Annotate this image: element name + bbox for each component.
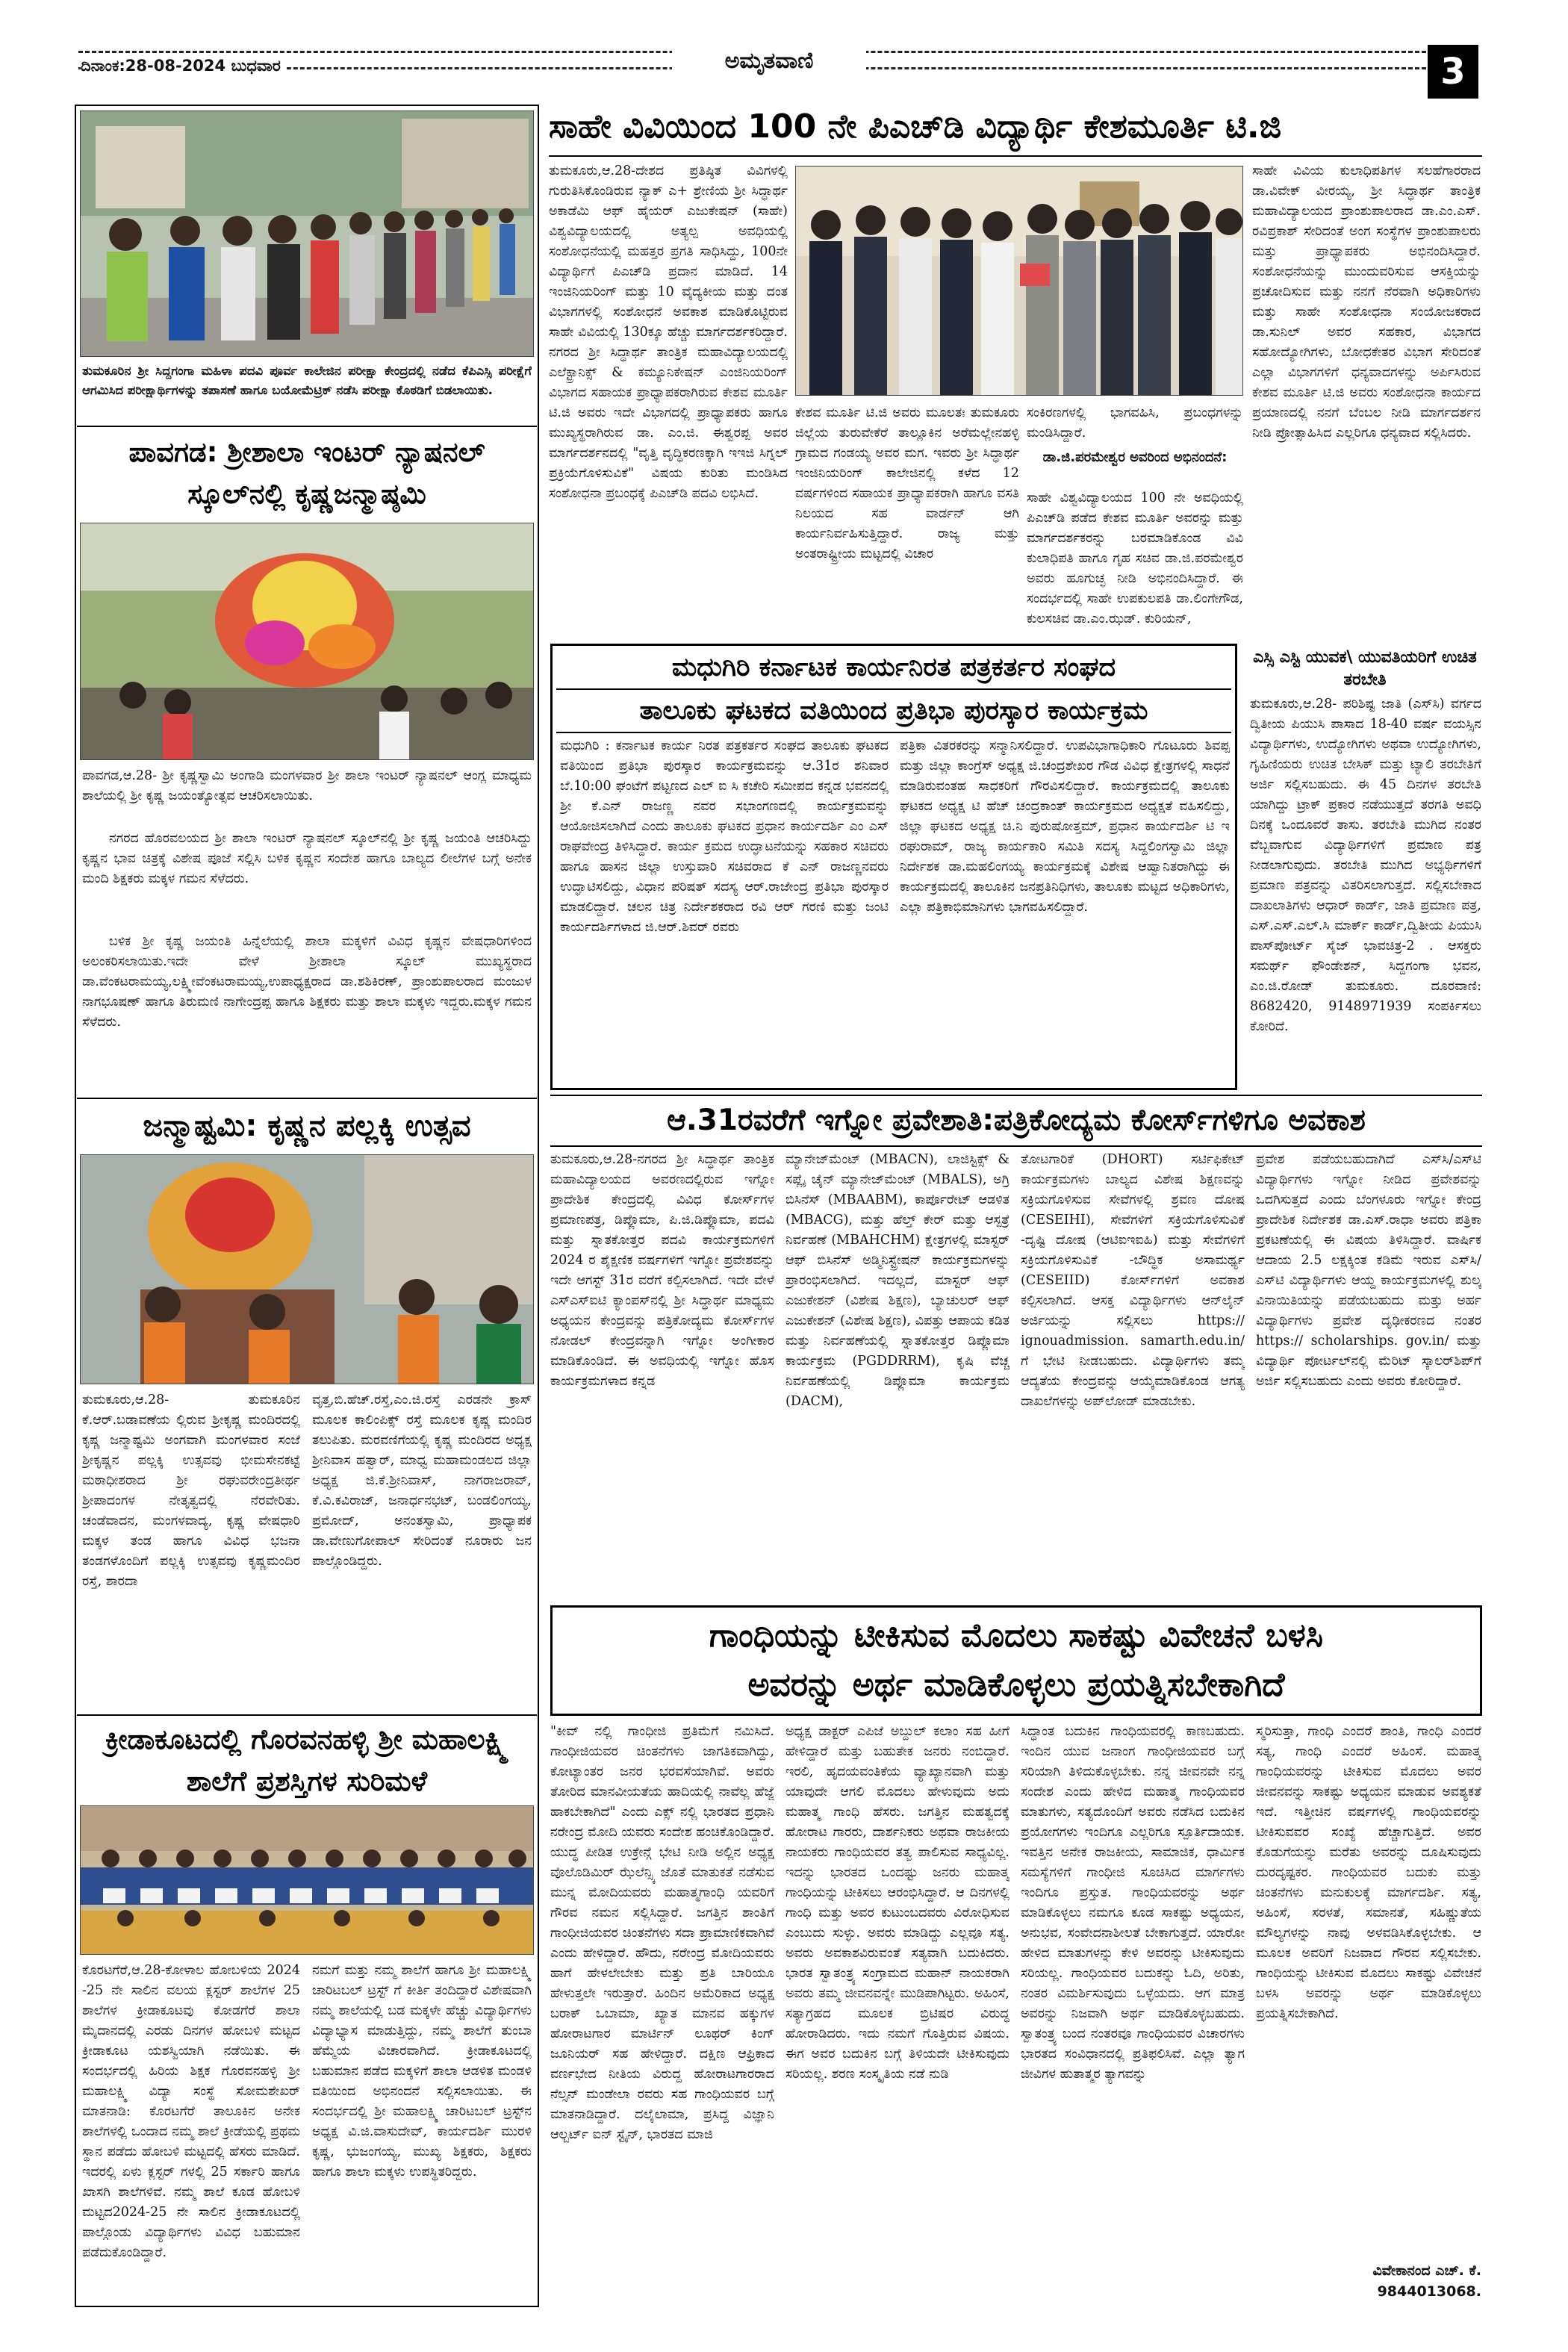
rule-ignou-top <box>550 1145 1482 1147</box>
rule-scst-bottom <box>550 1095 1482 1096</box>
photo-phd-felicitation <box>795 166 1243 396</box>
scst-headline: ಎಸ್ಸಿ ಎಸ್ಟಿ ಯುವಕ\ ಯುವತಿಯರಿಗೆ ಉಚಿತ ತರಬೇತಿ <box>1253 648 1477 689</box>
rule-madhugiri-mid <box>556 688 1231 690</box>
pavagada-text-2: ನಗರದ ಹೊರವಲಯದ ಶ್ರೀ ಶಾಲಾ ಇಂಟರ್ ನ್ಯಾಷನಲ್ ಸ್ಕೂಲ್‌ನಲ್ಲಿ ಶ್ರೀ ಕೃಷ್ಣ ಜಯಂತಿ ಆಚರಿಸಿದ್ದು ಕೃಷ್ಣನ ಭಾವ ಚಿತ್ರಕ್ಕೆ ವಿಶೇಷ ಪೂಜೆ ಸಲ್ಲಿಸಿ ಬಳಿಕ ಕೃಷ್ಣನ ಸಂದೇಶ ಹಾಗೂ ಬಾಲ್ಯದ ಲೀಲೆಗಳ ಬಗ್ಗೆ ಅನೇಕ ಮಂದಿ ಶಿಕ್ಷಕರು ಮಕ್ಕಳ ಗಮನ ಸೆಳೆದರು. <box>82 831 532 886</box>
photo-students-prizes <box>80 1805 534 1955</box>
lead-headline: ಸಾಹೇ ವಿವಿಯಿಂದ 100 ನೇ ಪಿಎಚ್‌ಡಿ ವಿದ್ಯಾರ್ಥಿ ಕೇಶಮೂರ್ತಿ ಟಿ.ಜಿ <box>549 108 1282 146</box>
pavagada-text-1: ಪಾವಗಡ,ಆ.28- ಶ್ರೀ ಕೃಷ್ಣಸ್ವಾಮಿ ಅಂಗಾಡಿ ಮಂಗಳವಾರ ಶ್ರೀ ಶಾಲಾ ಇಂಟರ್ ನ್ಯಾಷನಲ್ ಆಂಗ್ಲ ಮಾಧ್ಯಮ ಶಾಲೆಯಲ್ಲಿ ಶ್ರೀ ಕೃಷ್ಣ ಜಯಂತ್ಯೋತ್ಸವ ಆಚರಿಸಲಾಯಿತು. <box>82 768 532 803</box>
rule-left-3 <box>77 1714 537 1716</box>
pavagada-text-3: ಬಳಿಕ ಶ್ರೀ ಕೃಷ್ಣ ಜಯಂತಿ ಹಿನ್ನೆಲೆಯಲ್ಲಿ ಶಾಲಾ ಮಕ್ಕಳಿಗೆ ವಿವಿಧ ಕೃಷ್ಣನ ವೇಷಧಾರಿಗಳಿಂದ ಅಲಂಕರಿಸಲಾಯಿತು.ಇದೇ ವೇಳೆ ಶ್ರೀಶಾಲಾ ಸ್ಕೂಲ್ ಮುಖ್ಯಸ್ಥರಾದ ಡಾ.ವೆಂಕಟರಾಮಯ್ಯ,ಲಕ್ಷ್ಮೀವೆಂಕಟರಾಮಯ್ಯ,ಉಪಾಧ್ಯಕ್ಷರಾದ ಡಾ.ಶಶಿಕಿರಣ್, ಪ್ರಾಂಶುಪಾಲರಾದ ಮಂಜುಳ ನಾಗಭೂಷಣ್ ಹಾಗೂ ತಿರುಮಣಿ ನಾಗೇಂದ್ರಪ್ಪ ಹಾಗೂ ಶಿಕ್ಷಕರು ಮತ್ತು ಶಾಲಾ ಮಕ್ಕಳು ಇದ್ದರು.ಮಕ್ಕಳ ಗಮನ ಸೆಳೆದರು. <box>82 934 532 1030</box>
gandhi-phone: 9844013068. <box>1377 2283 1481 2300</box>
lead-col-4: ಸಾಹೇ ವಿವಿಯ ಕುಲಾಧಿಪತಿಗಳ ಸಲಹೆಗಾರರಾದ ಡಾ.ವಿವೇಕ್ ವೀರಯ್ಯ, ಶ್ರೀ ಸಿದ್ಧಾರ್ಥ ತಾಂತ್ರಿಕ ಮಹಾವಿದ್ಯಾಲಯದ ಪ್ರಾಂಶುಪಾಲರಾದ ಡಾ.ಎಂ.ಎಸ್. ರವಿಪ್ರಕಾಶ್ ಸೇರಿದಂತೆ ಅಂಗ ಸಂಸ್ಥೆಗಳ ಪ್ರಾಂಶುಪಾಲರು ಮತ್ತು ಪ್ರಾಧ್ಯಾಪಕರು ಅಭಿನಂದಿಸಿದ್ದಾರೆ. ಸಂಶೋಧನೆಯನ್ನು ಮುಂದುವರಿಸುವ ಆಸಕ್ತಿಯನ್ನು ಪ್ರಚೋದಿಸುವ ಮತ್ತು ನನಗೆ ನೆರವಾಗಿ ಅಧಿಕಾರಿಗಳು ಮತ್ತು ಸಾಹೇ ಸಂಶೋಧನಾ ಸಂಯೋಜಕರಾದ ಡಾ.ಸುನಿಲ್ ಅವರ ಸಹಕಾರ, ವಿಭಾಗದ ಸಹೋದ್ಯೋಗಿಗಳು, ಬೋಧಕೇತರ ವಿಭಾಗ ಸೇರಿದಂತೆ ಎಲ್ಲಾ ವಿಭಾಗಗಳಿಗೆ ಧನ್ಯವಾದಗಳನ್ನು ಅರ್ಪಿಸಿರುವ ಕೇಶವ ಮೂರ್ತಿ ಟಿ.ಜಿ ಅವರು ಸಂಶೋಧನಾ ಕಾರ್ಯದ ಪ್ರಯಾಣದಲ್ಲಿ ನನಗೆ ಬೆಂಬಲ ನೀಡಿ ಮಾರ್ಗದರ್ಶನ ನೀಡಿ ಪ್ರೋತ್ಸಾಹಿಸಿದ ಎಲ್ಲರಿಗೂ ಧನ್ಯವಾದ ಸಲ್ಲಿಸಿದರು. <box>1252 164 1481 441</box>
lead-col-1: ತುಮಕೂರು,ಆ.28-ದೇಶದ ಪ್ರತಿಷ್ಠಿತ ವಿವಿಗಳಲ್ಲಿ ಗುರುತಿಸಿಕೊಂಡಿರುವ ನ್ಯಾಕ್ ಎ+ ಶ್ರೇಣಿಯ ಶ್ರೀ ಸಿದ್ಧಾರ್ಥ ಅಕಾಡೆಮಿ ಆಫ್ ಹೈಯರ್ ಎಜುಕೇಷನ್ (ಸಾಹೇ) ವಿಶ್ವವಿದ್ಯಾಲಯದಲ್ಲಿ ಅತ್ಯಲ್ಪ ಅವಧಿಯಲ್ಲಿ ಸಂಶೋಧನೆಯಲ್ಲಿ ಮಹತ್ತರ ಪ್ರಗತಿ ಸಾಧಿಸಿದ್ದು, 100ನೇ ವಿದ್ಯಾರ್ಥಿಗೆ ಪಿಎಚ್‌ಡಿ ಪ್ರದಾನ ಮಾಡಿದೆ. 14 ಇಂಜಿನಿಯರಿಂಗ್ ಮತ್ತು 10 ವೈದ್ಯಕೀಯ ಮತ್ತು ದಂತ ವಿಭಾಗಗಳಲ್ಲಿ ಸಂಶೋಧನೆ ಅವಕಾಶ ಮಾಡಿಕೊಟ್ಟಿರುವ ಸಾಹೇ ವಿವಿಯಲ್ಲಿ 130ಕ್ಕೂ ಹೆಚ್ಚು ಮಾರ್ಗದರ್ಶಕರಿದ್ದಾರೆ. ನಗರದ ಶ್ರೀ ಸಿದ್ಧಾರ್ಥ ತಾಂತ್ರಿಕ ಮಹಾವಿದ್ಯಾಲಯದಲ್ಲಿ ಎಲೆಕ್ಟ್ರಾನಿಕ್ಸ್ & ಕಮ್ಯೂನಿಕೇಷನ್ ಎಂಜಿನಿಯರಿಂಗ್ ವಿಭಾಗದ ಸಹಾಯಕ ಪ್ರಾಧ್ಯಾಪಕರಾಗಿರುವ ಕೇಶವ ಮೂರ್ತಿ ಟಿ.ಜಿ ಅವರು ಇದೇ ವಿಭಾಗದಲ್ಲಿ ಪ್ರಾಧ್ಯಾಪಕರು ಹಾಗೂ ಮುಖ್ಯಸ್ಥರಾಗಿರುವ ಡಾ. ಎಂ.ಜಿ. ಈಶ್ವರಪ್ಪ ಅವರ ಮಾರ್ಗದರ್ಶನದಲ್ಲಿ "ವೃತ್ತಿ ವೃದ್ಧಿಕರಣಕ್ಕಾಗಿ ಇಇಜಿ ಸಿಗ್ನಲ್ ಪ್ರಕ್ರಿಯೆಗೊಳಿಸುವಿಕೆ" ವಿಷಯ ಕುರಿತು ಮಂಡಿಸಿದ ಸಂಶೋಧನಾ ಪ್ರಬಂಧಕ್ಕೆ ಪಿಎಚ್‌ಡಿ ಪದವಿ ಲಭಿಸಿದೆ. <box>549 164 788 501</box>
rule-left-2 <box>77 1098 537 1099</box>
pavagada-headline: ಪಾವಗಡ: ಶ್ರೀಶಾಲಾ ಇಂಟರ್ ನ್ಯಾಷನಲ್ ಸ್ಕೂಲ್‌ನಲ್ಲಿ ಕೃಷ್ಣಜನ್ಮಾಷ್ಠಮಿ <box>128 436 485 510</box>
scst-body: ತುಮಕೂರು,ಆ.28- ಪರಿಶಿಷ್ಟ ಜಾತಿ (ಎಸ್‌ಸಿ) ವರ್ಗದ ದ್ವಿತೀಯ ಪಿಯುಸಿ ಪಾಸಾದ 18-40 ವರ್ಷ ವಯಸ್ಸಿನ ವಿದ್ಯಾರ್ಥಿಗಳು, ಉದ್ಯೋಗಿಗಳು ಅಥವಾ ಉದ್ಯೋಗಿಗಳು, ಗೃಹಿಣಿಯರು ಉಚಿತ ಬೇಸಿಕ್ ಮತ್ತು ಟ್ಯಾಲಿ ತರಬೇತಿಗೆ ಅರ್ಜಿ ಸಲ್ಲಿಸಬಹುದು. ಈ 45 ದಿನಗಳ ತರಬೇತಿ ಯಾಗಿದ್ದು ಟ್ರಾಕ್ ಪ್ರಕಾರ ನಡೆಯುತ್ತದೆ ತರಗತಿ ಅವಧಿ ದಿನಕ್ಕೆ ಒಂದೂವರೆ ತಾಸು. ತರಬೇತಿ ಮುಗಿದ ನಂತರ ವೆಬ್ಬವಾಗುವ ವಿದ್ಯಾರ್ಥಿಗಳಿಗೆ ಪ್ರಮಾಣ ಪತ್ರ ನೀಡಲಾಗುವುದು. ತರಬೇತಿ ಮುಗಿದ ಅಭ್ಯರ್ಥಿಗಳಿಗೆ ಪ್ರಮಾಣ ಪತ್ರವನ್ನು ವಿತರಿಸಲಾಗುತ್ತದೆ. ಸಲ್ಲಿಸಬೇಕಾದ ದಾಖಲಾತಿಗಳು ಆಧಾರ್ ಕಾರ್ಡ್, ಜಾತಿ ಪ್ರಮಾಣ ಪತ್ರ, ಎಸ್.ಎಸ್.ಎಲ್.ಸಿ ಮಾರ್ಕ್ ಕಾರ್ಡ್,ದ್ವಿತೀಯ ಪಿಯುಸಿ ಪಾಸ್‌ಪೋರ್ಟ್ ಸೈಜ್ ಭಾವಚಿತ್ರ-2 . ಆಸಕ್ತರು ಸಮರ್ಥ್ ಫೌಂಡೇಶನ್, ಸಿದ್ದಗಂಗಾ ಭವನ, ಎಂ.ಜಿ.ರೋಡ್ ತುಮಕೂರು. ದೂರವಾಣಿ: 8682420, 9148971939 ಸಂಪರ್ಕಿಸಲು ಕೋರಿದೆ. <box>1250 697 1481 1034</box>
photo-exam-caption: ತುಮಕೂರಿನ ಶ್ರೀ ಸಿದ್ದಗಂಗಾ ಮಹಿಳಾ ಪದವಿ ಪೂರ್ವ ಕಾಲೇಜಿನ ಪರೀಕ್ಷಾ ಕೇಂದ್ರದಲ್ಲಿ ನಡೆದ ಕೆಪಿಎಸ್ಸಿ ಪರೀಕ್ಷೆಗೆ ಆಗಮಿಸಿದ ಪರೀಕ್ಷಾರ್ಥಿಗಳನ್ನು ತಪಾಸಣೆ ಹಾಗೂ ಬಯೋಮೆಟ್ರಿಕ್ ನಡೆಸಿ ಪರೀಕ್ಷಾ ಕೊಠಡಿಗೆ ಬಿಡಲಾಯಿತು. <box>82 364 532 397</box>
gandhi-col-3: ಸಿದ್ಧಾಂತ ಬದುಕಿನ ಗಾಂಧಿಯವರಲ್ಲಿ ಕಾಣಬಹುದು. ಇಂದಿನ ಯುವ ಜನಾಂಗ ಗಾಂಧೀಜಿಯವರ ಬಗ್ಗೆ ಸರಿಯಾಗಿ ತಿಳಿದುಕೊಳ್ಳಬೇಕು. ನನ್ನ ಜೀವನವೇ ನನ್ನ ಸಂದೇಶ ಎಂದು ಹೇಳಿದ ಮಹಾತ್ಮ ಗಾಂಧಿಯವರ ಮಾತುಗಳು, ಸತ್ಯದೊಂದಿಗೆ ಅವರು ನಡೆಸಿದ ಬದುಕಿನ ಪ್ರಯೋಗಗಳು ಇಂದಿಗೂ ಎಲ್ಲರಿಗೂ ಸ್ಪೂರ್ತಿದಾಯಕ. ಇವತ್ತಿನ ಅನೇಕ ರಾಜಕೀಯ, ಸಾಮಾಜಿಕ, ಧಾರ್ಮಿಕ ಸಮಸ್ಯೆಗಳಿಗೆ ಗಾಂಧೀಜಿ ಸೂಚಿಸಿದ ಮಾರ್ಗಗಳು ಇಂದಿಗೂ ಪ್ರಸ್ತುತ. ಗಾಂಧಿಯವರನ್ನು ಅರ್ಥ ಮಾಡಿಕೊಳ್ಳಲು ನಮಗೂ ಕೂಡ ಸಾಕಷ್ಟು ಅಧ್ಯಯನ, ಅನುಭವ, ಸಂವೇದನಾಶೀಲತೆ ಬೇಕಾಗುತ್ತದೆ. ಯಾರೋ ಹೇಳಿದ ಮಾತುಗಳನ್ನು ಕೇಳಿ ಅವರನ್ನು ಟೀಕಿಸುವುದು ಸರಿಯಲ್ಲ. ಗಾಂಧಿಯವರ ಬದುಕನ್ನು ಓದಿ, ಅರಿತು, ನಂತರ ವಿಮರ್ಶಿಸುವುದು ಒಳ್ಳೆಯದು. ಆಗ ಮಾತ್ರ ಅವರನ್ನು ನಿಜವಾಗಿ ಅರ್ಥ ಮಾಡಿಕೊಳ್ಳಬಹುದು. ಸ್ವಾತಂತ್ರ್ಯ ಬಂದ ನಂತರವೂ ಗಾಂಧಿಯವರ ವಿಚಾರಗಳು ಭಾರತದ ಸಂವಿಧಾನದಲ್ಲಿ ಪ್ರತಿಫಲಿಸಿವೆ. ಎಲ್ಲಾ ತ್ಯಾಗ ಜೀವಿಗಳ ಹುತಾತ್ಮರ ತ್ಯಾಗವನ್ನು <box>1021 1724 1245 2082</box>
madhugiri-col-1: ಮಧುಗಿರಿ : ಕರ್ನಾಟಕ ಕಾರ್ಯ ನಿರತ ಪತ್ರಕರ್ತರ ಸಂಘದ ತಾಲೂಕು ಘಟಕದ ವತಿಯಿಂದ ಪ್ರತಿಭಾ ಪುರಸ್ಕಾರ ಕಾರ್ಯಕ್ರಮವನ್ನು ಆ.31ರ ಶನಿವಾರ ಬೆ.10:00 ಘಂಟೆಗೆ ಪಟ್ಟಣದ ಎಲ್ ಐ ಸಿ ಕಚೇರಿ ಸಮೀಪದ ಕನ್ನಡ ಭವನದಲ್ಲಿ ಶ್ರೀ ಕೆ.ಎನ್ ರಾಜಣ್ಣ ನವರ ಸಭಾಂಗಣದಲ್ಲಿ ಕಾರ್ಯಕ್ರಮವನ್ನು ಆಯೋಜಿಸಲಾಗಿದೆ ಎಂದು ತಾಲೂಕು ಘಟಕದ ಪ್ರಧಾನ ಕಾರ್ಯದರ್ಶಿ ಎಂ ಎಸ್ ರಾಘವೇಂದ್ರ ತಿಳಿಸಿದ್ದಾರೆ. ಕಾರ್ಯ ಕ್ರಮದ ಉದ್ಘಾಟನೆಯನ್ನು ಸಹಕಾರ ಸಚಿವರು ಹಾಗೂ ಹಾಸನ ಜಿಲ್ಲಾ ಉಸ್ತುವಾರಿ ಸಚಿವರಾದ ಕೆ ಎನ್ ರಾಜಣ್ಣನವರು ಉದ್ಘಾಟಿಸಲಿದ್ದು, ವಿಧಾನ ಪರಿಷತ್ ಸದಸ್ಯ ಆರ್.ರಾಜೇಂದ್ರ ಪ್ರತಿಭಾ ಪುರಸ್ಕಾರ ಮಾಡಲಿದ್ದಾರೆ. ಚಲನ ಚಿತ್ರ ನಿರ್ದೇಶಕರಾದ ರವಿ ಆರ್ ಗರಣಿ ಮತ್ತು ಜಂಟಿ ಕಾರ್ಯದರ್ಶಿಗಳಾದ ಜಿ.ಆರ್.ಶಿವರ್ ರವರು <box>560 738 889 935</box>
lead-subhead: ಡಾ.ಜಿ.ಪರಮೇಶ್ವರ ಅವರಿಂದ ಅಭಿನಂದನೆ: <box>1042 449 1228 465</box>
madhugiri-headline-2: ತಾಲೂಕು ಘಟಕದ ವತಿಯಿಂದ ಪ್ರತಿಭಾ ಪುರಸ್ಕಾರ ಕಾರ್ಯಕ್ರಮ <box>639 696 1148 726</box>
rule-madhugiri-bottom <box>556 732 1231 733</box>
gandhi-headline-1: ಗಾಂಧಿಯನ್ನು ಟೀಕಿಸುವ ಮೊದಲು ಸಾಕಷ್ಟು ವಿವೇಚನೆ ಬಳಸಿ <box>709 1617 1324 1655</box>
madhugiri-col-2: ಪತ್ರಿಕಾ ವಿತರಕರನ್ನು ಸನ್ಮಾನಿಸಲಿದ್ದಾರೆ. ಉಪವಿಭಾಗಾಧಿಕಾರಿ ಗೊಟೂರು ಶಿವಪ್ಪ ಮತ್ತು ಜಿಲ್ಲಾ ಕಾಂಗ್ರೆಸ್ ಅಧ್ಯಕ್ಷ ಜಿ.ಚಂದ್ರಶೇಖರ ಗೌಡ ವಿವಿಧ ಕ್ಷೇತ್ರಗಳಲ್ಲಿ ಸಾಧನೆ ಮಾಡಿರುವಂತಹ ಸಾಧಕರಿಗೆ ಗೌರವಿಸಲಿದ್ದಾರೆ. ಕಾರ್ಯಕ್ರಮದಲ್ಲಿ ತಾಲೂಕು ಘಟಕದ ಅಧ್ಯಕ್ಷ ಟಿ ಹೆಚ್ ಚಂದ್ರಕಾಂತ್ ಕಾರ್ಯಕ್ರಮದ ಅಧ್ಯಕ್ಷತೆ ವಹಿಸಲಿದ್ದು, ಜಿಲ್ಲಾ ಘಟಕದ ಅಧ್ಯಕ್ಷ ಚಿ.ನಿ ಪುರುಷೋತ್ತಮ್, ಪ್ರಧಾನ ಕಾರ್ಯದರ್ಶಿ ಟಿ ಇ ರಘುರಾಮ್, ರಾಜ್ಯ ಕಾರ್ಯಕಾರಿ ಸಮಿತಿ ಸದಸ್ಯ ಸಿದ್ದಲಿಂಗಸ್ವಾಮಿ ಜಿಲ್ಲಾ ನಿರ್ದೇಶಕ ಡಾ.ಮಹಲಿಂಗಯ್ಯ ಕಾರ್ಯಕ್ರಮಕ್ಕೆ ವಿಶೇಷ ಆಹ್ವಾನಿತರಾಗಿದ್ದು ಈ ಕಾರ್ಯಕ್ರಮದಲ್ಲಿ ತಾಲೂಕಿನ ಜನಪ್ರತಿನಿಧಿಗಳು, ತಾಲೂಕು ಮಟ್ಟದ ಅಧಿಕಾರಿಗಳು, ಎಲ್ಲಾ ಪತ್ರಿಕಾಭಿಮಾನಿಗಳು ಭಾಗವಹಿಸಲಿದ್ದಾರೆ. <box>900 738 1230 915</box>
lead-col-3: ಸಂಕಿರಣಗಳಲ್ಲಿ ಭಾಗವಹಿಸಿ, ಪ್ರಬಂಧಗಳನ್ನು ಮಂಡಿಸಿದ್ದಾರೆ. <box>1027 405 1243 441</box>
janmashtami-col-1: ತುಮಕೂರು,ಆ.28- ತುಮಕೂರಿನ ಕೆ.ಆರ್.ಬಡಾವಣೆಯ ಲ್ಲಿರುವ ಶ್ರೀಕೃಷ್ಣ ಮಂದಿರದಲ್ಲಿ ಕೃಷ್ಣ ಜನ್ಮಾಷ್ಟಮಿ ಅಂಗವಾಗಿ ಮಂಗಳವಾರ ಸಂಜೆ ಶ್ರೀಕೃಷ್ಣನ ಪಲ್ಲಕ್ಕಿ ಉತ್ಸವವು ಭೀಮಸೇನಕಟ್ಟೆ ಮಠಾಧೀಶರಾದ ಶ್ರೀ ರಘುವರೇಂದ್ರತೀರ್ಥ ಶ್ರೀಪಾದಂಗಳ ನೇತೃತ್ವದಲ್ಲಿ ನೆರವೇರಿತು. ಚಂಡೆವಾದನ, ಮಂಗಳವಾದ್ಯ, ಕೃಷ್ಣ ವೇಷಧಾರಿ ಮಕ್ಕಳ ತಂಡ ಹಾಗೂ ವಿವಿಧ ಭಜನಾ ತಂಡಗಳೊಂದಿಗೆ ಪಲ್ಲಕ್ಕಿ ಉತ್ಸವವು ಕೃಷ್ಣಮಂದಿರ ರಸ್ತೆ, ಶಾರದಾ <box>82 1393 300 1589</box>
lead-col-3b: ಸಾಹೇ ವಿಶ್ವವಿದ್ಯಾಲಯದ 100 ನೇ ಅವಧಿಯಲ್ಲಿ ಪಿಎಚ್‌ಡಿ ಪಡೆದ ಕೇಶವ ಮೂರ್ತಿ ಅವರನ್ನು ಮತ್ತು ಮಾರ್ಗದರ್ಶಕರನ್ನು ಬರಮಾಡಿಕೊಂಡ ವಿವಿ ಕುಲಾಧಿಪತಿ ಹಾಗೂ ಗೃಹ ಸಚಿವ ಡಾ.ಜಿ.ಪರಮೇಶ್ವರ ಅವರು ಹೂಗುಚ್ಛ ನೀಡಿ ಅಭಿನಂದಿಸಿದ್ದಾರೆ. ಈ ಸಂದರ್ಭದಲ್ಲಿ ಸಾಹೇ ಉಪಕುಲಪತಿ ಡಾ.ಲಿಂಗೇಗೌಡ, ಕುಲಸಚಿವ ಡಾ.ಎಂ.ಝಡ್. ಕುರಿಯನ್, <box>1027 491 1243 626</box>
sports-col-2: ನಮಗೆ ಮತ್ತು ನಮ್ಮ ಶಾಲೆಗೆ ಹಾಗೂ ಶ್ರೀ ಮಹಾಲಕ್ಷ್ಮಿ ಚಾರಿಟಬಲ್ ಟ್ರಸ್ಟ್ ಗೆ ಕೀರ್ತಿ ತಂದಿದ್ದಾರೆ ವಿಶೇಷವಾಗಿ ನಮ್ಮ ಶಾಲೆಯಲ್ಲಿ ಬಡ ಮಕ್ಕಳೇ ಹೆಚ್ಚು ವಿದ್ಯಾರ್ಥಿಗಳು ವಿದ್ಯಾಭ್ಯಾಸ ಮಾಡುತ್ತಿದ್ದು, ನಮ್ಮ ಶಾಲೆಗೆ ತುಂಬಾ ಹೆಮ್ಮೆಯ ವಿಚಾರವಾಗಿದೆ. ಕ್ರೀಡಾಕೂಟದಲ್ಲಿ ಬಹುಮಾನ ಪಡೆದ ಮಕ್ಕಳಿಗೆ ಶಾಲಾ ಆಡಳಿತ ಮಂಡಳಿ ವತಿಯಿಂದ ಅಭಿನಂದನೆ ಸಲ್ಲಿಸಲಾಯಿತು. ಈ ಸಂದರ್ಭದಲ್ಲಿ ಶ್ರೀ ಮಹಾಲಕ್ಷ್ಮಿ ಚಾರಿಟಬಲ್ ಟ್ರಸ್ಟ್‌ನ ಅಧ್ಯಕ್ಷ ವಿ.ಜಿ.ವಾಸುದೇವ್, ಕಾರ್ಯದರ್ಶಿ ಮುರಳಿ ಕೃಷ್ಣ, ಭುಜಂಗಯ್ಯ, ಮುಖ್ಯ ಶಿಕ್ಷಕರು, ಶಿಕ್ಷಕರು ಹಾಗೂ ಶಾಲಾ ಮಕ್ಕಳು ಉಪಸ್ಥಿತರಿದ್ದರು. <box>312 1963 532 2180</box>
ignou-col-1: ತುಮಕೂರು,ಆ.28-ನಗರದ ಶ್ರೀ ಸಿದ್ಧಾರ್ಥ ತಾಂತ್ರಿಕ ಮಹಾವಿದ್ಯಾಲಯದ ಅವರಣದಲ್ಲಿರುವ ಇಗ್ನೋ ಪ್ರಾದೇಶಿಕ ಕೇಂದ್ರದಲ್ಲಿ ವಿವಿಧ ಕೋರ್ಸ್‌ಗಳ ಪ್ರಮಾಣಪತ್ರ, ಡಿಪ್ಲೊಮಾ, ಪಿ.ಜಿ.ಡಿಪ್ಲೊಮಾ, ಪದವಿ ಮತ್ತು ಸ್ನಾತಕೋತ್ತರ ಪದವಿ ಕಾರ್ಯಕ್ರಮಗಳಿಗೆ 2024 ರ ಶೈಕ್ಷಣಿಕ ವರ್ಷಗಳಿಗೆ ಇಗ್ನೋ ಪ್ರವೇಶವನ್ನು ಇದೇ ಆಗಸ್ಟ್ 31ರ ವರೆಗೆ ಕಲ್ಪಿಸಲಾಗಿದೆ. ಇದೇ ವೇಳೆ ಎಸ್‌ಎಸ್‌ಐಟಿ ಕ್ಯಾಂಪಸ್‌ನಲ್ಲಿ ಶ್ರೀ ಸಿದ್ಧಾರ್ಥ ಮಾಧ್ಯಮ ಅಧ್ಯಯನ ಕೇಂದ್ರವನ್ನು ಪತ್ರಿಕೋದ್ಯಮ ಕೋರ್ಸ್‌ಗಳ ನೋಡಲ್ ಕೇಂದ್ರವನ್ನಾಗಿ ಇಗ್ನೋ ಅಂಗೀಕಾರ ಮಾಡಿಕೊಂಡಿದೆ. ಈ ಅವಧಿಯಲ್ಲಿ ಇಗ್ನೋ ಹೊಸ ಕಾರ್ಯಕ್ರಮಗಳಾದ ಕನ್ನಡ <box>550 1152 774 1389</box>
ignou-col-3: ತೋಟಗಾರಿಕೆ (DHORT) ಸರ್ಟಿಫಿಕೇಟ್ ಕಾರ್ಯಕ್ರಮಗಳು ಬಾಲ್ಯದ ವಿಶೇಷ ಶಿಕ್ಷಣವನ್ನು ಸಕ್ರಿಯಗೊಳಿಸುವ ಸೇವೆಗಳಲ್ಲಿ ಶ್ರವಣ ದೋಷ (CESEIHI), ಸೇವೆಗಳಿಗೆ ಸಕ್ರಿಯಗೊಳಿಸುವಿಕೆ -ದೃಷ್ಟಿ ದೋಷ (ಆಟಿಐಇಐಹಿ) ಮತ್ತು ಸೇವೆಗಳಿಗೆ ಸಕ್ರಿಯಗೊಳಿಸುವಿಕೆ -ಬೌದ್ಧಿಕ ಅಸಾಮರ್ಥ್ಯ (CESEIID) ಕೋರ್ಸ್‌ಗಳಿಗೆ ಅವಕಾಶ ಕಲ್ಪಿಸಲಾಗಿದೆ. ಆಸಕ್ತ ವಿದ್ಯಾರ್ಥಿಗಳು ಆನ್‌ಲೈನ್ ಅರ್ಜಿಯನ್ನು ಸಲ್ಲಿಸಲು https:// ignouadmission. samarth.edu.in/ ಗೆ ಭೇಟಿ ನೀಡಬಹುದು. ವಿದ್ಯಾರ್ಥಿಗಳು ತಮ್ಮ ಆದ್ಯತೆಯ ಕೇಂದ್ರವನ್ನು ಆಯ್ಕೆಮಾಡಿಕೊಂಡ ಆಗತ್ಯ ದಾಖಲೆಗಳನ್ನು ಅಪ್‌ಲೋಡ್ ಮಾಡಬೇಕು. <box>1021 1152 1245 1409</box>
gandhi-col-1: "ಕೀವ್ ನಲ್ಲಿ ಗಾಂಧೀಜಿ ಪ್ರತಿಮೆಗೆ ನಮಿಸಿದೆ. ಗಾಂಧೀಜಿಯವರ ಚಿಂತನೆಗಳು ಜಾಗತಿಕವಾಗಿದ್ದು, ಕೋಟ್ಯಾಂತರ ಜನರ ಭರವಸೆಯಾಗಿವೆ. ಅವರು ತೋರಿದ ಮಾನವೀಯತೆಯ ಹಾದಿಯಲ್ಲಿ ನಾವೆಲ್ಲ ಹೆಜ್ಜೆ ಹಾಕಬೇಕಾಗಿದೆ" ಎಂದು ಎಕ್ಸ್ ನಲ್ಲಿ ಭಾರತದ ಪ್ರಧಾನಿ ನರೇಂದ್ರ ಮೋದಿ ಯವರು ಸಂದೇಶ ಹಂಚಿಕೊಂಡಿದ್ದಾರೆ. ಯುದ್ಧ ಪೀಡಿತ ಉಕ್ರೇನ್ಗೆ ಭೇಟಿ ನೀಡಿ ಅಲ್ಲಿನ ಅಧ್ಯಕ್ಷ ವೊಲೊಡಿಮಿರ್ ಝೆಲೆನ್ಸ್ಕಿ ಜೊತೆ ಮಾತುಕತೆ ನಡೆಸುವ ಮುನ್ನ ಮೋದಿಯವರು ಮಹಾತ್ಮಗಾಂಧಿ ಯವರಿಗೆ ಗೌರವ ನಮನ ಸಲ್ಲಿಸಿದ್ದಾರೆ. ಜಗತ್ತಿನ ಶಾಂತಿಗೆ ಗಾಂಧೀಜಿಯವರ ಚಿಂತನೆಗಳು ಸದಾ ಪ್ರಾಮಾಣಿಕವಾಗಿವೆ ಎಂದು ಹೇಳಿದ್ದಾರೆ. ಹೌದು, ನರೇಂದ್ರ ಮೋದಿಯವರು ಹಾಗೆ ಹೇಳಲೇಬೇಕು ಮತ್ತು ಪ್ರತಿ ಬಾರಿಯೂ ಹೇಳುತ್ತಲೇ ಇರುತ್ತಾರೆ. ಹಿಂದಿನ ಅಮೆರಿಕಾದ ಅಧ್ಯಕ್ಷ ಬರಾಕ್ ಒಬಾಮಾ, ಖ್ಯಾತ ಮಾನವ ಹಕ್ಕುಗಳ ಹೋರಾಟಗಾರ ಮಾರ್ಟಿನ್ ಲೂಥರ್ ಕಿಂಗ್ ಜೂನಿಯರ್ ಸಹ ಹೇಳಿದ್ದಾರೆ. ದಕ್ಷಿಣ ಆಫ್ರಿಕಾದ ವರ್ಣಭೇದ ನೀತಿಯ ವಿರುದ್ದ ಹೋರಾಟಗಾರರಾದ ನೆಲ್ಸನ್ ಮಂಡೇಲಾ ರವರು ಸಹ ಗಾಂಧಿಯವರ ಬಗ್ಗೆ ಮಾತನಾಡಿದ್ದಾರೆ. ದಲೈಲಾಮಾ, ಪ್ರಸಿದ್ದ ವಿಜ್ಞಾನಿ ಆಲ್ಬರ್ಟ್ ಐನ್ ಸ್ಟೈನ್, ಭಾರತದ ಮಾಜಿ <box>550 1724 774 2142</box>
ignou-col-2: ಮ್ಯಾನೇಜ್‌ಮೆಂಟ್ (MBACN), ಲಾಜಿಸ್ಟಿಕ್ಸ್ & ಸಪ್ಲೈ ಚೈನ್ ಮ್ಯಾನೇಜ್‌ಮೆಂಟ್ (MBALS), ಅಗ್ರಿ ಬಿಸಿನೆಸ್ (MBAABM), ಕಾರ್ಪೊರೇಟ್ ಆಡಳಿತ (MBACG), ಮತ್ತು ಹೆಲ್ತ್ ಕೇರ್ ಮತ್ತು ಆಸ್ಪತ್ರೆ ನಿರ್ವಹಣೆ (MBAHCHM) ಕ್ಷೇತ್ರಗಳಲ್ಲಿ ಮಾಸ್ಟರ್ ಆಫ್ ಬಿಸಿನೆಸ್ ಅಡ್ಮಿನಿಸ್ಟ್ರೇಷನ್ ಕಾರ್ಯಕ್ರಮಗಳನ್ನು ಪ್ರಾರಂಭಿಸಲಾಗಿದೆ. ಇದಲ್ಲದೆ, ಮಾಸ್ಟರ್ ಆಫ್ ಎಜುಕೇಶನ್ (ವಿಶೇಷ ಶಿಕ್ಷಣ), ಬ್ಯಾಚುಲರ್ ಆಫ್ ಎಜುಕೇಶನ್ (ವಿಶೇಷ ಶಿಕ್ಷಣ), ವಿಪತ್ತು ಆಪಾಯ ಕಡಿತ ಮತ್ತು ನಿರ್ವಹಣೆಯಲ್ಲಿ ಸ್ನಾತಕೋತ್ತರ ಡಿಪ್ಲೊಮಾ ಕಾರ್ಯಕ್ರಮ (PGDDRRM), ಕೃಷಿ ವೆಚ್ಚ ನಿರ್ವಹಣೆಯಲ್ಲಿ ಡಿಪ್ಲೊಮಾ ಕಾರ್ಯಕ್ರಮ (DACM), <box>785 1152 1009 1409</box>
rule-left-1 <box>77 426 537 427</box>
ignou-col-4: ಪ್ರವೇಶ ಪಡೆಯಬಹುದಾಗಿದೆ ಎಸ್‌ಸಿ/ಎಸ್‌ಟಿ ವಿದ್ಯಾರ್ಥಿಗಳು ಇಗ್ನೋ ನೀಡಿದ ಪ್ರವೇಶವನ್ನು ಒದಗಿಸುತ್ತದೆ ಎಂದು ಬೆಂಗಳೂರು ಇಗ್ನೋ ಕೇಂದ್ರ ಪ್ರಾದೇಶಿಕ ನಿರ್ದೇಶಕ ಡಾ.ಎಸ್.ರಾಧಾ ಅವರು ಪತ್ರಿಕಾ ಪ್ರಕಟಣೆಯಲ್ಲಿ ಈ ವಿಷಯ ತಿಳಿಸಿದ್ದಾರೆ. ವಾರ್ಷಿಕ ಆದಾಯ 2.5 ಲಕ್ಷಕ್ಕಿಂತ ಕಡಿಮೆ ಇರುವ ಎಸ್‌ಸಿ/ಎಸ್‌ಟಿ ವಿದ್ಯಾರ್ಥಿಗಳು ಆಯ್ದ ಕಾರ್ಯಕ್ರಮಗಳಲ್ಲಿ ಶುಲ್ಕ ವಿನಾಯಿತಿಯನ್ನು ಪಡೆಯಬಹುದು ಮತ್ತು ಅರ್ಹ ವಿದ್ಯಾರ್ಥಿಗಳು ಪ್ರವೇಶ ದೃಢೀಕರಣದ ನಂತರ https:// scholarships. gov.in/ ಮತ್ತು ವಿದ್ಯಾರ್ಥಿ ಪೋರ್ಟಲ್‌ನಲ್ಲಿ ಮೆರಿಟ್ ಸ್ಕಾಲರ್‌ಶಿಪ್‌ಗೆ ಅರ್ಜಿ ಸಲ್ಲಿಸಬಹುದು ಎಂದು ಅವರು ಕೋರಿದ್ದಾರೆ. <box>1256 1152 1481 1389</box>
madhugiri-headline-1: ಮಧುಗಿರಿ ಕರ್ನಾಟಕ ಕಾರ್ಯನಿರತ ಪತ್ರಕರ್ತರ ಸಂಘದ <box>671 653 1116 682</box>
rule-lead-top <box>549 155 1482 157</box>
date-line: ದಿನಾಂಕ:28-08-2024 ಬುಧವಾರ <box>81 57 287 75</box>
janmashtami-headline: ಜನ್ಮಾಷ್ಟಮಿ: ಕೃಷ್ಣನ ಪಲ್ಲಕ್ಕಿ ಉತ್ಸವ <box>143 1109 471 1143</box>
paper-name: ಅಮೃತವಾಣಿ <box>672 48 866 74</box>
gandhi-col-2: ಅಧ್ಯಕ್ಷ ಡಾಕ್ಟರ್ ಎಪಿಜೆ ಅಬ್ದುಲ್ ಕಲಾಂ ಸಹ ಹೀಗೆ ಹೇಳಿದ್ದಾರೆ ಮತ್ತು ಬಹುತೇಕ ಜನರು ನಂಬಿದ್ದಾರೆ. ಇರಲಿ, ಹೃದಯವಂತಿಕೆಯ ವ್ಯಾಖ್ಯಾನವಾಗಿ ಮತ್ತು ಯಾವುದೇ ಆಗಲಿ ಮೊದಲು ಹೇಳುವುದು ಅದು ಮಹಾತ್ಮ ಗಾಂಧಿ ಹೆಸರು. ಜಗತ್ತಿನ ಮಹತ್ವದಕ್ಕೆ ಹೋರಾಟ ಗಾರರು, ದಾರ್ಶನಿಕರು ಅಥವಾ ರಾಜಕೀಯ ನಾಯಕರು ಗಾಂಧಿಯವರ ತತ್ವ ಪಾಲಿಸುವ ಸಾಧ್ಯವಿಲ್ಲ. ಇದನ್ನು ಭಾರತದ ಒಂದಷ್ಟು ಜನರು ಮಹಾತ್ಮ ಗಾಂಧಿಯನ್ನು ಟೀಕಿಸಲು ಆರಂಭಿಸಿದ್ದಾರೆ. ಆ ದಿನಗಳಲ್ಲಿ ಗಾಂಧಿ ಮತ್ತು ಅವರ ಕುಟುಂಬದವರು ವಿರೋಧಿಸುವ ಎಂಬುದು ಸುಳ್ಳು. ಅವರು ಮಾಡಿದ್ದು ಎಲ್ಲವೂ ಸತ್ಯ. ಅವರು ಅವಕಾಶವಿರುವಂತೆ ಸತ್ಯವಾಗಿ ಬದುಕಿದರು. ಭಾರತ ಸ್ವಾತಂತ್ರ್ಯ ಸಂಗ್ರಾಮದ ಮಹಾನ್ ನಾಯಕರಾಗಿ ಅವರು ತಮ್ಮ ಜೀವನವನ್ನೇ ಮುಡಿಪಾಗಿಟ್ಟರು. ಅಹಿಂಸೆ, ಸತ್ಯಾಗ್ರಹದ ಮೂಲಕ ಬ್ರಿಟಿಷರ ವಿರುದ್ಧ ಹೋರಾಡಿದರು. ಇದು ನಮಗೆ ಗೊತ್ತಿರುವ ವಿಷಯ. ಈಗ ಅವರ ಬದುಕಿನ ಬಗ್ಗೆ ತಿಳಿಯದೇ ಟೀಕಿಸುವುದು ಸರಿಯಲ್ಲ. ಶರಣ ಸಂಸ್ಕೃತಿಯ ನಡೆ ನುಡಿ <box>785 1724 1009 2082</box>
sports-headline: ಕ್ರೀಡಾಕೂಟದಲ್ಲಿ ಗೊರವನಹಳ್ಳಿ ಶ್ರೀ ಮಹಾಲಕ್ಷ್ಮಿ ಶಾಲೆಗೆ ಪ್ರಶಸ್ತಿಗಳ ಸುರಿಮಳೆ <box>105 1723 509 1797</box>
gandhi-col-4: ಸ್ಮರಿಸುತ್ತಾ, ಗಾಂಧಿ ಎಂದರೆ ಶಾಂತಿ, ಗಾಂಧಿ ಎಂದರೆ ಸತ್ಯ, ಗಾಂಧಿ ಎಂದರೆ ಅಹಿಂಸೆ. ಮಹಾತ್ಮ ಗಾಂಧಿಯವರನ್ನು ಟೀಕಿಸುವ ಮೊದಲು ಅವರ ಜೀವನವನ್ನು ಸಾಕಷ್ಟು ಅಧ್ಯಯನ ಮಾಡುವ ಅವಶ್ಯಕತೆ ಇದೆ. ಇತ್ತೀಚಿನ ವರ್ಷಗಳಲ್ಲಿ ಗಾಂಧಿಯವರನ್ನು ಟೀಕಿಸುವವರ ಸಂಖ್ಯೆ ಹೆಚ್ಚಾಗುತ್ತಿದೆ. ಅವರ ಕೊಡುಗೆಯನ್ನು ಮರೆತು ಅವರನ್ನು ದೂಷಿಸುವುದು ದುರದೃಷ್ಟಕರ. ಗಾಂಧಿಯವರ ಬದುಕು ಮತ್ತು ಚಿಂತನೆಗಳು ಮನುಕುಲಕ್ಕೆ ಮಾರ್ಗದರ್ಶಿ. ಸತ್ಯ, ಅಹಿಂಸೆ, ಸರಳತೆ, ಸಮಾನತೆ, ಸಹಿಷ್ಣುತೆಯ ಮೌಲ್ಯಗಳನ್ನು ನಾವು ಅಳವಡಿಸಿಕೊಳ್ಳಬೇಕು. ಆ ಮೂಲಕ ಅವರಿಗೆ ನಿಜವಾದ ಗೌರವ ಸಲ್ಲಿಸಬೇಕು. ಗಾಂಧಿಯನ್ನು ಟೀಕಿಸುವ ಮೊದಲು ಸಾಕಷ್ಟು ವಿವೇಚನೆ ಬಳಸಿ ಅವರನ್ನು ಅರ್ಥ ಮಾಡಿಕೊಳ್ಳಲು ಪ್ರಯತ್ನಿಸಬೇಕಾಗಿದೆ. <box>1256 1724 1481 2021</box>
photo-krishna-procession-school <box>80 523 534 760</box>
lead-col-2: ಕೇಶವ ಮೂರ್ತಿ ಟಿ.ಜಿ ಅವರು ಮೂಲತಃ ತುಮಕೂರು ಜಿಲ್ಲೆಯ ತುರುವೇಕೆರೆ ತಾಲ್ಲೂಕಿನ ಅರೆಮಲ್ಲೇನಹಳ್ಳಿ ಗ್ರಾಮದ ಗಂಡಯ್ಯ ಅವರ ಮಗ. ಇವರು ಶ್ರೀ ಸಿದ್ಧಾರ್ಥ ಇಂಜಿನಿಯರಿಂಗ್ ಕಾಲೇಜಿನಲ್ಲಿ ಕಳೆದ 12 ವರ್ಷಗಳಿಂದ ಸಹಾಯಕ ಪ್ರಾಧ್ಯಾಪಕರಾಗಿ ಹಾಗೂ ವಸತಿ ನಿಲಯದ ಸಹ ವಾರ್ಡನ್ ಆಗಿ ಕಾರ್ಯನಿರ್ವಹಿಸುತ್ತಿದ್ದಾರೆ. ರಾಜ್ಯ ಮತ್ತು ಅಂತರಾಷ್ಟ್ರೀಯ ಮಟ್ಟದಲ್ಲಿ ವಿಚಾರ <box>795 405 1019 561</box>
janmashtami-col-2: ವೃತ್ತ,ಬಿ.ಹೆಚ್.ರಸ್ತೆ,ಎಂ.ಜಿ.ರಸ್ತೆ ಎರಡನೇ ಕ್ರಾಸ್ ಮೂಲಕ ಕಾಲಿಂಪಿಕ್ಸ್ ರಸ್ತೆ ಮೂಲಕ ಕೃಷ್ಣ ಮಂದಿರ ತಲುಪಿತು. ಮರವಣಿಗೆಯಲ್ಲಿ ಕೃಷ್ಣ ಮಂದಿರದ ಅಧ್ಯಕ್ಷ ಶ್ರೀನಿವಾಸ ಹತ್ವಾರ್, ಮಾಧ್ವ ಮಹಾಮಂಡಲದ ಜಿಲ್ಲಾ ಅಧ್ಯಕ್ಷ ಜಿ.ಕೆ.ಶ್ರೀನಿವಾಸ್, ನಾಗರಾಜರಾವ್, ಕೆ.ವಿ.ಕವಿರಾಜ್, ಜನಾರ್ಧನಭಟ್, ಬಂಡಲಿಂಗಯ್ಯ, ಪ್ರಮೋದ್, ಅನಂತಸ್ವಾಮಿ, ಪ್ರಾಧ್ಯಾಪಕ ಡಾ.ವೇಣುಗೋಪಾಲ್ ಸೇರಿದಂತೆ ನೂರಾರು ಜನ ಪಾಲ್ಗೊಂಡಿದ್ದರು. <box>312 1393 532 1569</box>
gandhi-headline-2: ಅವರನ್ನು ಅರ್ಥ ಮಾಡಿಕೊಳ್ಳಲು ಪ್ರಯತ್ನಿಸಬೇಕಾಗಿದೆ <box>747 1666 1285 1704</box>
gandhi-author: ವಿವೇಕಾನಂದ ಎಚ್. ಕೆ. <box>1372 2262 1481 2279</box>
ignou-headline: ಆ.31ರವರೆಗೆ ಇಗ್ನೋ ಪ್ರವೇಶಾತಿ:ಪತ್ರಿಕೋದ್ಯಮ ಕೋರ್ಸ್‌ಗಳಿಗೂ ಅವಕಾಶ <box>667 1104 1366 1137</box>
photo-palanquin-procession <box>80 1154 534 1384</box>
photo-exam-queue <box>80 111 534 357</box>
sports-col-1: ಕೊರಟಗೆರೆ,ಆ.28-ಕೋಳಾಲ ಹೋಬಳಿಯ 2024 -25 ನೇ ಸಾಲಿನ ವಲಯ ಕ್ಲಸ್ಟರ್ ಶಾಲೆಗಳ 25 ಶಾಲೆಗಳ ಕ್ರೀಡಾಕೂಟವು ಕೋಡಗೆರೆ ಶಾಲಾ ಮೈದಾನದಲ್ಲಿ ಎರಡು ದಿನಗಳ ಹೋಬಳಿ ಮಟ್ಟದ ಕ್ರೀಡಾಕೂಟ ಯಶಸ್ವಿಯಾಗಿ ನಡೆಯಿತು. ಈ ಸಂದರ್ಭದಲ್ಲಿ ಹಿರಿಯ ಶಿಕ್ಷಕ ಗೊರವನಹಳ್ಳಿ ಶ್ರೀ ಮಹಾಲಕ್ಷ್ಮಿ ವಿದ್ಯಾ ಸಂಸ್ಥೆ ಸೋಮಶೇಖರ್ ಮಾತನಾಡಿ: ಕೊರಟಗೆರೆ ತಾಲೂಕಿನ ಅನೇಕ ಶಾಲೆಗಳಲ್ಲಿ ಒಂದಾದ ನಮ್ಮ ಶಾಲೆ ಕ್ರೀಡೆಯಲ್ಲಿ ಪ್ರಥಮ ಸ್ಥಾನ ಪಡೆದು ಹೋಬಳಿ ಮಟ್ಟದಲ್ಲಿ ಹೆಸರು ಮಾಡಿದೆ. ಇದರಲ್ಲಿ ಏಳು ಕ್ಲಸ್ಟರ್ ಗಳಲ್ಲಿ 25 ಸರ್ಕಾರಿ ಹಾಗೂ ಖಾಸಗಿ ಶಾಲೆಗಳಿವೆ. ನಮ್ಮ ಶಾಲೆ ಕೂಡ ಹೋಬಳಿ ಮಟ್ಟದ2024-25 ನೇ ಸಾಲಿನ ಕ್ರೀಡಾಕೂಟದಲ್ಲಿ ಪಾಲ್ಗೊಂಡು ವಿದ್ಯಾರ್ಥಿಗಳು ವಿವಿಧ ಬಹುಮಾನ ಪಡೆದುಕೊಂಡಿದ್ದಾರೆ. <box>82 1963 300 2260</box>
page-number: 3 <box>1428 45 1478 99</box>
